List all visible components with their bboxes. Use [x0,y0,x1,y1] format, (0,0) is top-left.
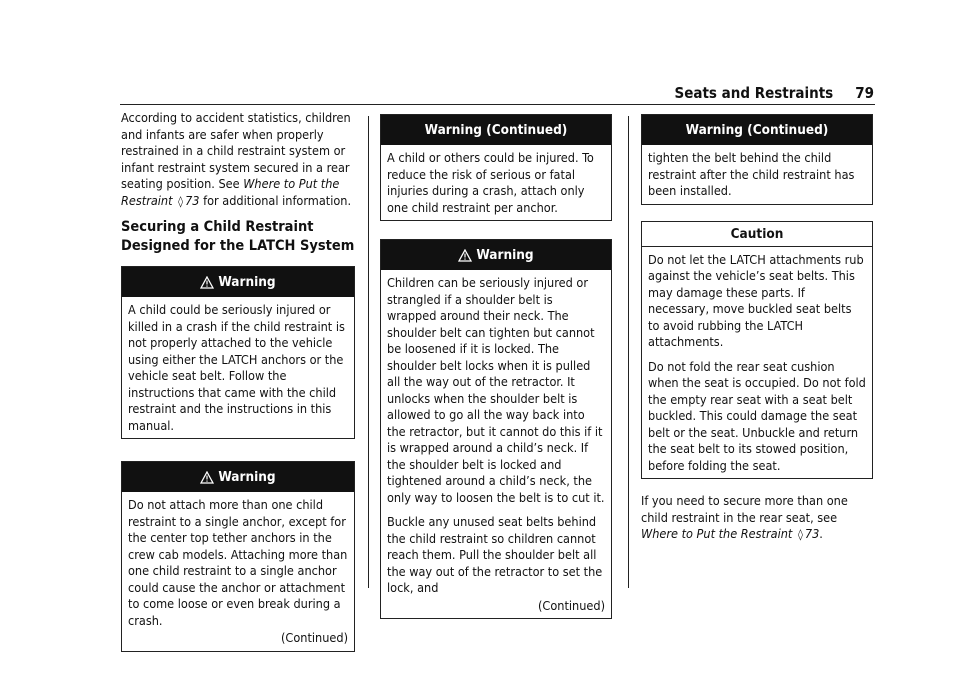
warning-header [381,240,611,270]
warning-triangle-icon [200,276,214,289]
caution-text: Do not let the LATCH attachments rub against the vehicle’s seat belts. This may damage these parts. If necessary, move buckled seat belts to avoid rubbing the LATCH attachments. [648,251,864,349]
warning-title: Warning [218,469,276,485]
warning-continued-box [641,114,873,205]
page-ref-number[interactable]: 73 [185,192,200,208]
page-header [674,84,874,102]
outro-paragraph: If you need to secure more than one child restraint in the rear seat, see Where to Put the Restraint ◊ 73. [641,493,873,544]
warning-text: Do not attach more than one child restraint to a single anchor, except for the center top tether anchors in the crew cab models. Attaching more than one child restraint to a single anchor could cause the anchor or attachment to come loose or even break during a crash. [128,497,348,628]
page-ref-icon: ◊ [178,194,184,208]
column-divider-2 [628,116,629,588]
column-3 [641,114,873,552]
section-title: Seats and Restraints [674,84,834,102]
section-heading: Securing a Child Restraint Designed for the LATCH System [121,219,355,254]
warning-header [122,462,354,492]
warning-box-2 [121,461,355,652]
warning-triangle-icon [458,249,472,262]
cross-reference-link[interactable]: Where to Put the Restraint [121,176,340,208]
warning-text: Buckle any unused seat belts behind the child restraint so children cannot reach them. Pull the shoulder belt all the way out of the retractor to set the lock, and [387,514,603,595]
warning-header [122,267,354,297]
warning-box-1 [121,266,355,439]
page-number: 79 [855,84,874,102]
warning-triangle-icon [200,471,214,484]
warning-text: A child could be seriously injured or killed in a crash if the child restraint is not properly attached to the vehicle using either the LATCH anchors or the vehicle seat belt. Follow the instructions that came with the child restraint and the instructions in this manual. [128,302,345,433]
column-divider-1 [368,116,369,588]
warning-box-3 [380,239,612,619]
warning-continued-header: Warning (Continued) [642,115,872,145]
column-1 [121,110,355,666]
page-ref-number[interactable]: 73 [804,526,820,541]
warning-text: tighten the belt behind the child restraint after the child restraint has been installed. [648,150,855,198]
warning-title: Warning [476,247,534,263]
warning-continued-box [380,114,612,221]
page-ref-icon: ◊ [797,528,803,541]
warning-title: Warning [218,274,276,290]
warning-continued-header: Warning (Continued) [381,115,611,145]
column-2 [380,114,612,633]
caution-box [641,221,873,480]
warning-text: A child or others could be injured. To reduce the risk of serious or fatal injuries during a crash, attach only one child restraint per anchor. [387,150,594,215]
warning-text: Children can be seriously injured or strangled if a shoulder belt is wrapped around their neck. The shoulder belt can tighten but cannot be loosened if it is locked. The shoulder belt locks when it is pulled all the way out of the retractor. It unlocks when the shoulder belt is allowed to go all the way back into the retractor, but it cannot do this if it is wrapped around a child’s neck. If the shoulder belt is locked and tightened around a child’s neck, the only way to loosen the belt is to cut it. [387,275,605,505]
header-rule [120,104,875,105]
continued-label: (Continued) [538,597,605,613]
cross-reference-link[interactable]: Where to Put the Restraint [641,526,793,541]
caution-text: Do not fold the rear seat cushion when the seat is occupied. Do not fold the empty rear seat with a seat belt buckled. This could damage the seat belt or the seat. Unbuckle and return the seat belt to its stowed position, before folding the seat. [648,358,866,473]
intro-paragraph: According to accident statistics, children and infants are safer when properly restrained in a child restraint system or infant restraint system secured in a rear seating position. See Where to Put the Restraint ◊ 73 for additional information. [121,110,355,210]
continued-label: (Continued) [281,630,348,645]
caution-header: Caution [642,222,872,247]
